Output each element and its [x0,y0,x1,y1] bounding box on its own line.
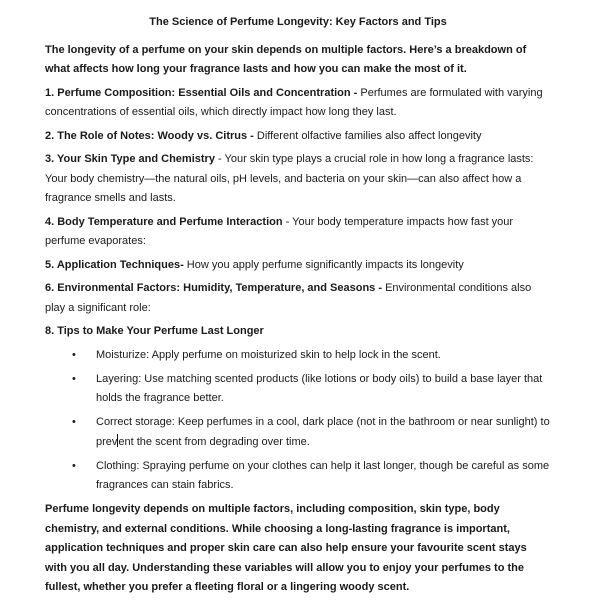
list-item-text: Clothing: Spraying perfume on your clothes can help it last longer, though be careful as some fragrances can stain fabrics. [96,459,550,491]
section-1-heading: 1. Perfume Composition: Essential Oils and Concentration - [45,86,358,99]
section-paragraph-6[interactable] [45,279,551,318]
list-item-clothing[interactable] [45,457,551,496]
section-3-heading: 3. Your Skin Type and Chemistry [45,153,215,165]
section-1-body: Perfumes are formulated with varying concentrations of essential oils, which directly impact how long they last. [45,86,543,118]
section-paragraph-3[interactable] [45,150,551,209]
list-item-text-before-caret: Correct storage: Keep perfumes in a cool, dark place (not in the bathroom or near sunlight) to prev [96,416,550,448]
section-paragraph-4[interactable] [45,213,551,252]
section-3-body: - Your skin type plays a crucial role in how long a fragrance lasts: Your body chemistry—the natural oils, pH levels, and bacteria on your skin—can also affect how a fragrance smells and lasts. [45,153,534,204]
section-5-heading: 5. Application Techniques- [45,258,184,271]
section-2-body: Different olfactive families also affect longevity [253,129,482,142]
list-item-text-after-caret: ent the scent from degrading over time. [118,435,310,448]
conclusion-paragraph[interactable]: Perfume longevity depends on multiple factors, including composition, skin type, body chemistry, and external conditions. While choosing a long-lasting fragrance is important, application techniques and proper skin care can also help ensure your favourite scent stays with you all day. Understanding these variables will allow you to enjoy your perfumes to the fullest, whether you prefer a fleeting floral or a lingering woody scent. [45,503,527,593]
list-item-correct-storage[interactable] [45,413,551,452]
section-6-body: Environmental conditions also play a significant role: [45,282,532,314]
list-item-layering[interactable] [45,370,551,409]
section-4-heading: 4. Body Temperature and Perfume Interaction [45,215,283,228]
tips-list [45,346,551,496]
section-6-heading: 6. Environmental Factors: Humidity, Temperature, and Seasons - [45,282,383,294]
list-item-text: Moisturize: Apply perfume on moisturized skin to help lock in the scent. [96,348,441,361]
list-item-moisturize[interactable] [45,346,551,366]
list-item-text: Layering: Use matching scented products (like lotions or body oils) to build a base layer that holds the fragrance better. [96,372,543,404]
section-paragraph-2[interactable] [45,127,551,147]
tips-heading[interactable]: 8. Tips to Make Your Perfume Last Longer [45,325,264,337]
section-paragraph-5[interactable] [45,256,551,276]
section-5-body: How you apply perfume significantly impacts its longevity [183,258,464,271]
section-2-heading: 2. The Role of Notes: Woody vs. Citrus - [45,129,254,142]
section-4-body: - Your body temperature impacts how fast your perfume evaporates: [45,215,514,247]
document-title[interactable]: The Science of Perfume Longevity: Key Factors and Tips [149,16,447,28]
section-paragraph-1[interactable] [45,84,551,123]
intro-paragraph[interactable]: The longevity of a perfume on your skin depends on multiple factors. Here’s a breakdown of what affects how long your fragrance lasts and how you can make the most of it. [45,43,527,75]
